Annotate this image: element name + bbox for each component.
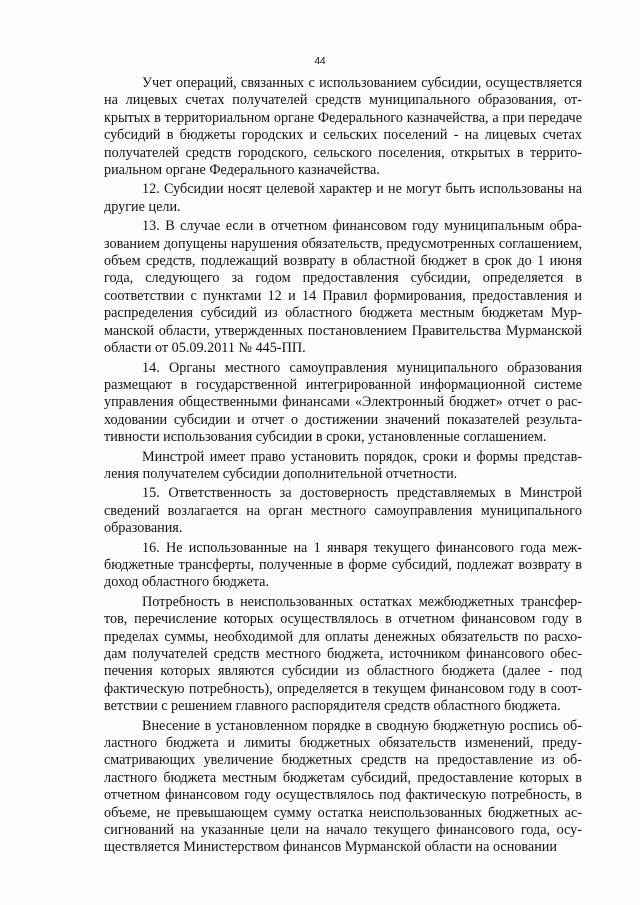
paragraph: Учет операций, связанных с использованием субсидии, осуществляется на лицевых счетах получателей средств муниципального образования, открытых в территориальном органе Федерального казначейства, а при передаче субсидий в бюджеты городских и сельских поселений - на лицевых счетах получателей средств городского, сельского поселения, открытых в территориальном органе Федерального казначейства. <box>104 75 582 179</box>
paragraph: 13. В случае если в отчетном финансовом году муниципальным образованием допущены нарушения обязательств, предусмотренных соглашением, объем средств, подлежащий возврату в областной бюджет в срок до 1 июня года, следующего за годом предоставления субсидии, определяется в соответствии с пунктами 12 и 14 Правил формирования, предоставления и распределения субсидий из областного бюджета местным бюджетам Мурманской области, утвержденных постановлением Правительства Мурманской области от 05.09.2011 № 445-ПП. <box>104 218 582 357</box>
page-number: 44 <box>314 56 326 67</box>
paragraph: Внесение в установленном порядке в сводную бюджетную роспись областного бюджета и лимиты бюджетных обязательств изменений, предусматривающих увеличение бюджетных средств на предоставление из областного бюджета местным бюджетам субсидий, предоставление которых в отчетном финансовом году осуществлялось под фактическую потребность, в объеме, не превышающем сумму остатка неиспользованных бюджетных ассигнований на указанные цели на начало текущего финансового года, осуществляется Министерством финансов Мурманской области на основании <box>104 717 582 856</box>
paragraph: 16. Не использованные на 1 января текущего финансового года межбюджетные трансферты, полученные в форме субсидий, подлежат возврату в доход областного бюджета. <box>104 539 582 591</box>
paragraph: Потребность в неиспользованных остатках межбюджетных трансфертов, перечисление которых осуществлялось в отчетном финансовом году в пределах суммы, необходимой для оплаты денежных обязательств по расходам получателей средств местного бюджета, источником финансового обеспечения которых являются субсидии из областного бюджета (далее - под фактическую потребность), определяется в текущем финансовом году в соответствии с решением главного распорядителя средств областного бюджета. <box>104 593 582 715</box>
paragraph: 12. Субсидии носят целевой характер и не могут быть использованы на другие цели. <box>104 181 582 215</box>
paragraph: 14. Органы местного самоуправления муниципального образования размещают в государственной интегрированной информационной системе управления общественными финансами «Электронный бюджет» отчет о расходовании субсидии и отчет о достижении значений показателей результативности использования субсидии в сроки, установленные соглашением. <box>104 359 582 446</box>
paragraph: 15. Ответственность за достоверность представляемых в Минстрой сведений возлагается на орган местного самоуправления муниципального образования. <box>104 485 582 537</box>
document-body <box>104 75 582 859</box>
paragraph: Минстрой имеет право установить порядок, сроки и формы представления получателем субсидии дополнительной отчетности. <box>104 448 582 482</box>
